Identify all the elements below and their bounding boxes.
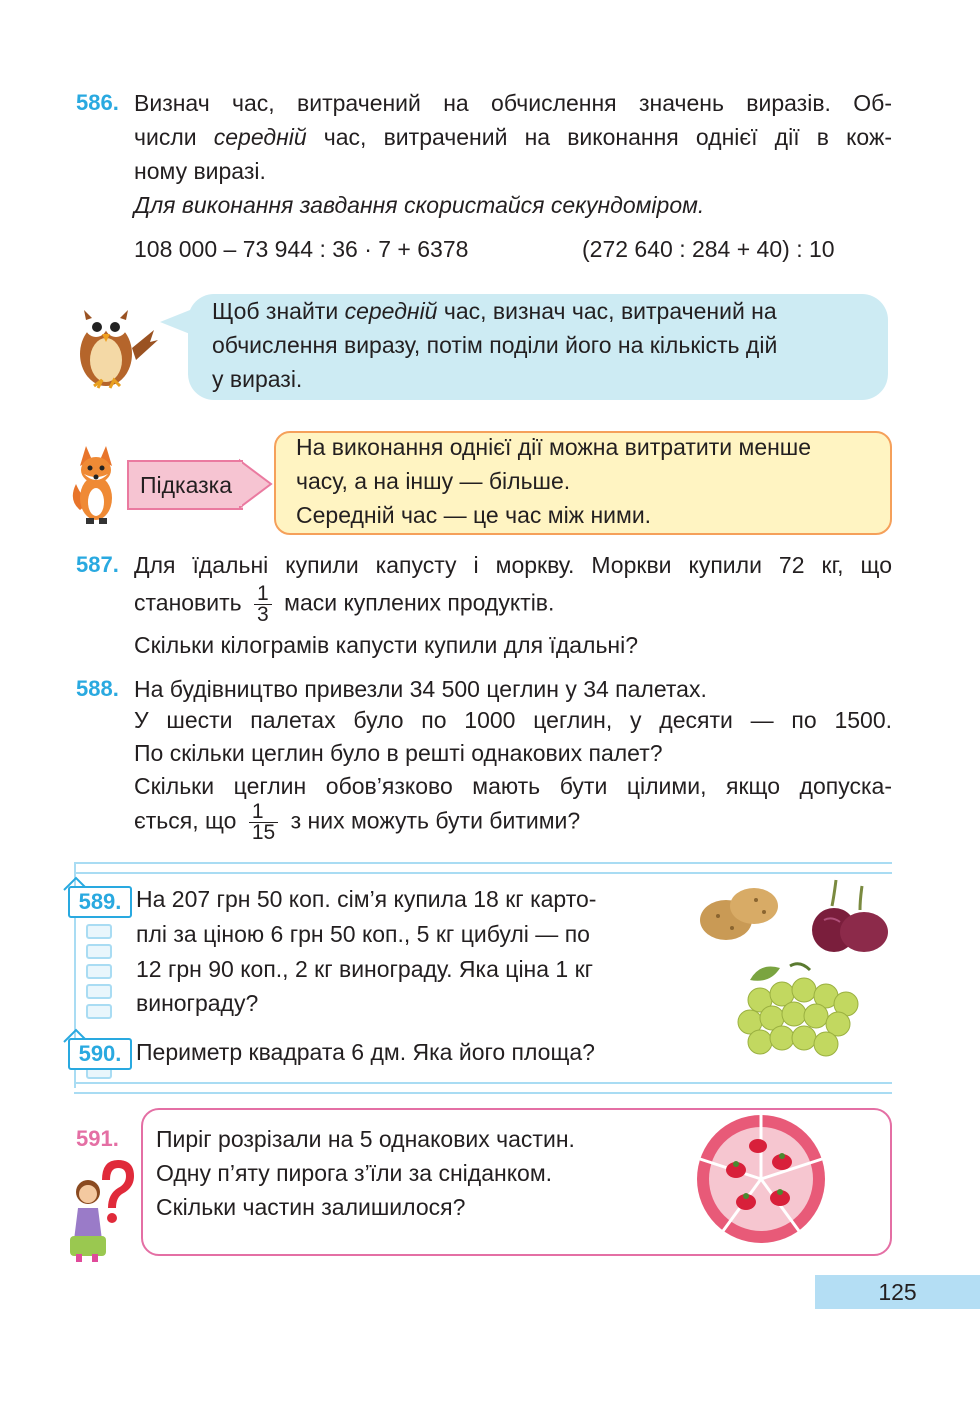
- house-rail: [86, 984, 112, 999]
- house-rail: [86, 1004, 112, 1019]
- owl-note-line-1: [212, 294, 777, 328]
- task-589-line-2: плі за ціною 6 грн 50 коп., 5 кг цибулі — по: [136, 921, 590, 947]
- house-rail: [86, 924, 112, 939]
- hint-line-2: часу, а на іншу — більше.: [296, 468, 571, 494]
- task-588-line-2: У шести палетах було по 1000 цеглин, у десяти — по 1500.: [134, 707, 892, 733]
- task-589-line-3: 12 грн 90 коп., 2 кг винограду. Яка ціна 1 кг: [136, 956, 594, 982]
- task-591-number: 591.: [76, 1126, 119, 1151]
- task-589-line-4: винограду?: [136, 990, 259, 1016]
- task-588-fraction-numerator: 1: [249, 802, 278, 823]
- task-587-line-2: [134, 584, 892, 625]
- task-586-line-3: ному виразі.: [134, 158, 266, 184]
- task-587-question: Скільки кілограмів капусти купили для їдальні?: [134, 632, 639, 658]
- owl-note-line-1-end: час, визнач час, витрачений на: [437, 298, 777, 324]
- house-rail: [86, 964, 112, 979]
- task-586-expression-1: 108 000 – 73 944 : 36 · 7 + 6378: [134, 236, 469, 262]
- task-590-house-badge: [68, 1030, 130, 1066]
- owl-note-emphasis: середній: [344, 298, 438, 324]
- girl-question-illustration: [66, 1156, 136, 1262]
- task-588-fraction-denominator: 15: [251, 821, 276, 844]
- owl-illustration: [62, 296, 158, 392]
- task-591-line-3: Скільки частин залишилося?: [156, 1194, 466, 1220]
- task-588-line-5-start: ється, що: [134, 807, 237, 834]
- task-588-number: 588.: [76, 676, 119, 701]
- task-586-instruction: Для виконання завдання скористайся секундоміром.: [134, 192, 705, 218]
- task-590-text: Периметр квадрата 6 дм. Яка його площа?: [136, 1039, 595, 1065]
- task-587-line-1: Для їдальні купили капусту і моркву. Моркви купили 72 кг, що: [134, 552, 892, 578]
- task-589-house-badge: [68, 878, 130, 914]
- task-587-line-2-start: становить: [134, 589, 242, 616]
- task-588-line-4: Скільки цеглин обов’язково мають бути цілими, якщо допуска-: [134, 773, 892, 799]
- fox-illustration: [66, 440, 126, 526]
- page-number: 125: [815, 1275, 980, 1309]
- task-590-number: 590.: [68, 1038, 132, 1070]
- task-589-line-1: На 207 грн 50 коп. сім’я купила 18 кг карто-: [136, 886, 597, 912]
- potatoes-image: [696, 878, 782, 948]
- task-586-line-2: [134, 120, 892, 154]
- task-586-line-2-end: час, витрачений на виконання однієї дії в кож-: [306, 124, 892, 150]
- task-586-line-1: Визнач час, витрачений на обчислення значень виразів. Об-: [134, 90, 892, 116]
- strawberry-pie-image: [694, 1112, 828, 1246]
- homework-top-rule: [74, 862, 892, 874]
- task-588-line-5: [134, 802, 892, 843]
- hint-arrow: [239, 456, 273, 512]
- task-586-expression-2: (272 640 : 284 + 40) : 10: [582, 236, 835, 262]
- task-587-line-2-end: маси куплених продуктів.: [284, 589, 555, 616]
- hint-label: Підказка: [127, 460, 243, 510]
- owl-bubble-tail: [160, 310, 190, 334]
- task-591-line-1: Пиріг розрізали на 5 однакових частин.: [156, 1126, 575, 1152]
- task-588-line-5-end: з них можуть бути битими?: [290, 807, 581, 834]
- task-587-fraction-denominator: 3: [257, 603, 269, 626]
- task-588-fraction: [249, 802, 278, 843]
- grapes-image: [720, 960, 870, 1066]
- task-587-fraction-numerator: 1: [254, 584, 272, 605]
- owl-note-line-3: у виразі.: [212, 366, 303, 392]
- task-591-line-2: Одну п’яту пирога з’їли за сніданком.: [156, 1160, 553, 1186]
- homework-bottom-rule: [74, 1082, 892, 1094]
- task-588-line-1: На будівництво привезли 34 500 цеглин у 34 палетах.: [134, 676, 707, 702]
- task-586-number: 586.: [76, 90, 119, 115]
- task-588-line-3: По скільки цеглин було в решті однакових палет?: [134, 740, 663, 766]
- task-587-fraction: [254, 584, 272, 625]
- task-587-number: 587.: [76, 552, 119, 577]
- owl-note-line-2: обчислення виразу, потім поділи його на кількість дій: [212, 332, 778, 358]
- hint-line-1: На виконання однієї дії можна витратити менше: [296, 434, 812, 460]
- owl-note-line-1-start: Щоб знайти: [212, 298, 345, 324]
- hint-line-3: Середній час — це час між ними.: [296, 502, 652, 528]
- onions-image: [806, 876, 892, 956]
- house-rail: [86, 944, 112, 959]
- task-589-number: 589.: [68, 886, 132, 918]
- task-586-line-2-start: числи: [134, 124, 214, 150]
- task-586-line-2-emphasis: середній: [213, 124, 307, 150]
